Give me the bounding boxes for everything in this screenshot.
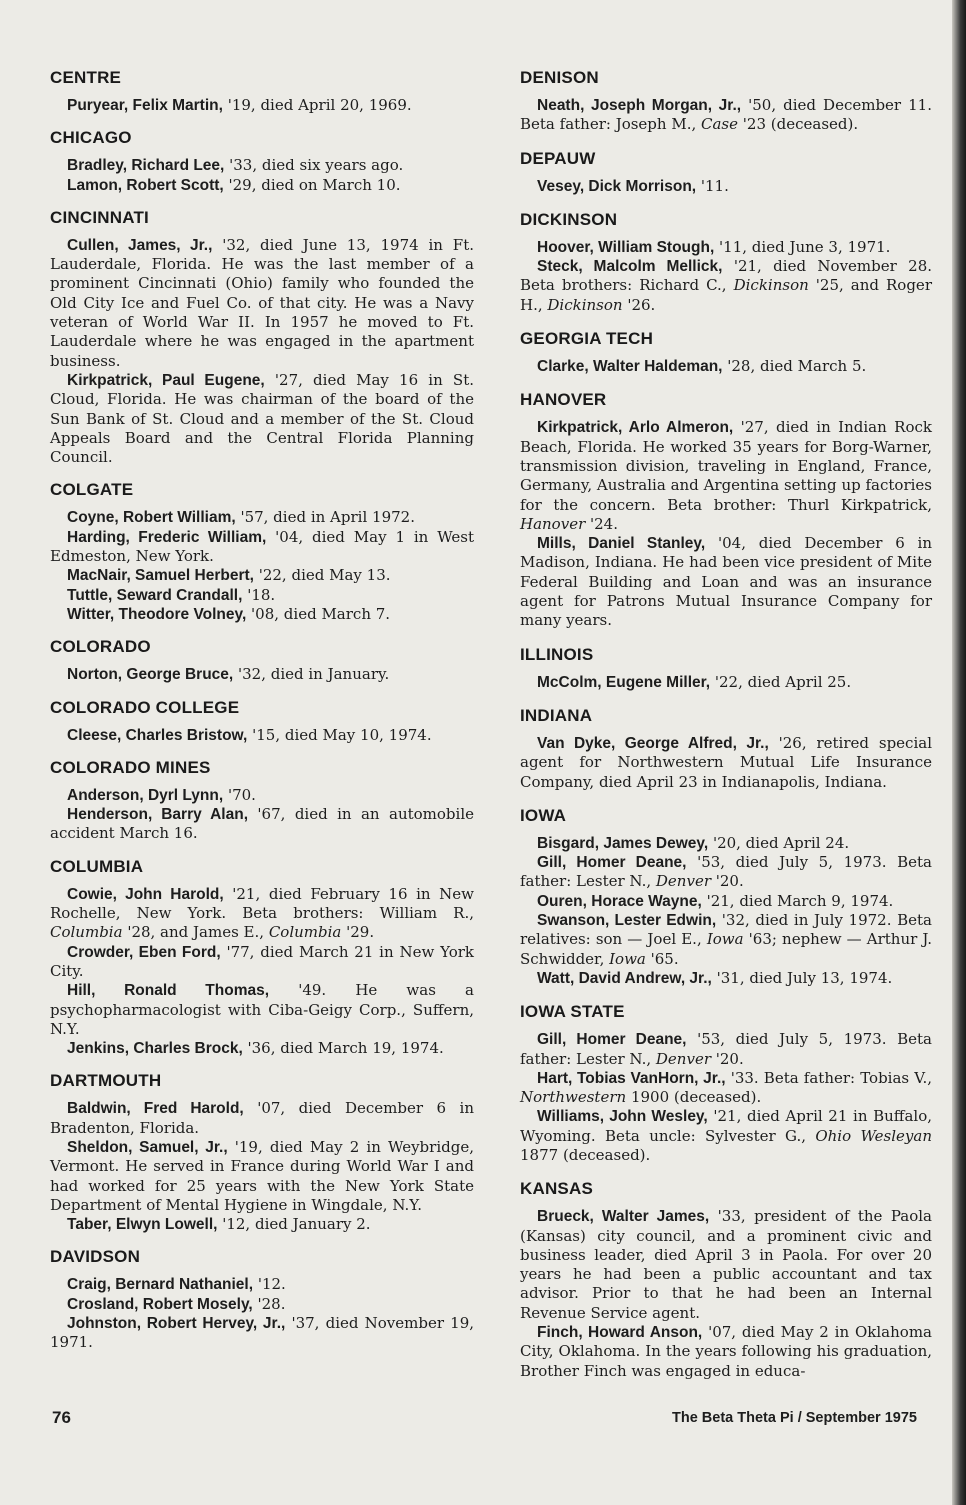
- chapter-heading: CINCINNATI: [50, 207, 149, 227]
- entry-text: '22, died May 13.: [253, 566, 391, 585]
- entry-text: '22, died April 25.: [710, 672, 852, 691]
- entry-text: '07, died May 2 in Oklahoma City, Oklahoma. In the years following his graduation, Brother Finch was engaged in educa-: [520, 1323, 932, 1380]
- member-name: Vesey, Dick Morrison,: [537, 177, 697, 195]
- entry-text: '53, died July 5, 1973. Beta father: Lester N.,: [520, 853, 932, 891]
- chapter-section: [50, 208, 474, 468]
- entry-text: '20.: [711, 1049, 744, 1068]
- entry-text: '11, died June 3, 1971.: [714, 237, 891, 256]
- chapter-reference: Iowa: [706, 930, 744, 949]
- chapter-heading: COLORADO MINES: [50, 757, 211, 777]
- chapter-section: [520, 329, 932, 376]
- member-name: Brueck, Walter James,: [537, 1208, 710, 1226]
- chapter-section: [520, 210, 932, 315]
- entry-text: '70.: [223, 785, 256, 804]
- entry-text: '21, died April 21 in Buffalo, Wyoming. Beta uncle: Sylvester G.,: [520, 1107, 932, 1145]
- member-name: McColm, Eugene Miller,: [537, 673, 711, 691]
- entry-text: '08, died March 7.: [246, 604, 391, 623]
- running-footer: The Beta Theta Pi / September 1975: [672, 1410, 917, 1426]
- obituary-entry: [50, 371, 474, 467]
- chapter-section: [50, 698, 474, 745]
- member-name: Williams, John Wesley,: [537, 1108, 708, 1126]
- member-name: Bisgard, James Dewey,: [537, 834, 709, 852]
- obituary-entry: [50, 176, 474, 195]
- obituary-entry: [520, 911, 932, 969]
- obituary-entry: [50, 665, 474, 684]
- entry-text: '23 (deceased).: [738, 115, 859, 134]
- member-name: Mills, Daniel Stanley,: [537, 535, 706, 553]
- entry-text: '33, died six years ago.: [224, 156, 404, 175]
- entry-text: '28.: [252, 1294, 286, 1313]
- member-name: Crosland, Robert Mosely,: [67, 1295, 253, 1313]
- entry-text: '21, died March 9, 1974.: [701, 891, 894, 910]
- member-name: Baldwin, Fred Harold,: [67, 1100, 244, 1118]
- entry-text: '12, died January 2.: [217, 1215, 371, 1234]
- entry-text: '37, died November 19, 1971.: [50, 1314, 475, 1352]
- member-name: Finch, Howard Anson,: [537, 1324, 703, 1342]
- member-name: Johnston, Robert Hervey, Jr.,: [67, 1315, 286, 1333]
- chapter-heading: ILLINOIS: [520, 644, 594, 664]
- chapter-reference: Columbia: [50, 923, 123, 942]
- entry-text: '65.: [645, 949, 679, 968]
- entry-text: '32, died in July 1972. Beta relatives: son — Joel E.,: [520, 911, 932, 949]
- chapter-heading: COLGATE: [50, 480, 134, 500]
- chapter-heading: IOWA STATE: [520, 1002, 625, 1022]
- member-name: Norton, George Bruce,: [67, 666, 234, 684]
- entry-text: '32, died in January.: [233, 665, 390, 684]
- chapter-heading: DENISON: [520, 68, 599, 87]
- chapter-section: [50, 68, 474, 115]
- member-name: Hart, Tobias VanHorn, Jr.,: [537, 1069, 726, 1087]
- entry-text: '21, died November 28. Beta brothers: Richard C.,: [520, 257, 933, 295]
- chapter-heading: CENTRE: [50, 68, 122, 87]
- entry-text: '29, died on March 10.: [223, 175, 401, 194]
- chapter-heading: COLORADO COLLEGE: [50, 697, 240, 717]
- entry-text: '21, died February 16 in New Rochelle, New York. Beta brothers: William R.,: [50, 884, 474, 923]
- chapter-reference: Columbia: [268, 923, 342, 942]
- binding-edge: [952, 0, 966, 1505]
- chapter-section: [520, 149, 932, 196]
- obituary-entry: [50, 586, 474, 605]
- obituary-entry: [50, 156, 474, 175]
- entry-text: '77, died March 21 in New York City.: [50, 942, 474, 980]
- chapter-section: [50, 758, 474, 844]
- obituary-entry: [520, 257, 932, 315]
- member-name: Cowie, John Harold,: [67, 885, 224, 903]
- entry-text: '04, died December 6 in Madison, Indiana. He had been vice president of Mite Federal Building and Loan and was an insurance agent for Patrons Mutual Insurance Company for many years.: [520, 534, 932, 630]
- chapter-reference: Denver: [655, 872, 711, 891]
- entry-text: '26.: [622, 295, 656, 314]
- obituary-entry: [50, 1314, 474, 1353]
- entry-text: '18.: [242, 585, 276, 604]
- chapter-reference: Northwestern: [520, 1088, 627, 1107]
- obituary-entry: [50, 805, 474, 844]
- obituary-entry: [50, 1138, 474, 1215]
- obituary-entry: [50, 96, 474, 115]
- entry-text: '25, and Roger H.,: [520, 276, 932, 314]
- member-name: Crowder, Eben Ford,: [67, 943, 221, 961]
- member-name: Neath, Joseph Morgan, Jr.,: [537, 97, 742, 114]
- member-name: Gill, Homer Deane,: [537, 854, 687, 872]
- entry-text: '11.: [696, 176, 729, 195]
- obituary-entry: [50, 885, 474, 943]
- member-name: Tuttle, Seward Crandall,: [67, 586, 243, 604]
- obituary-entry: [520, 1030, 932, 1069]
- entry-text: '33, president of the Paola (Kansas) city council, and a prominent civic and business leader, died April 3 in Paola. For over 20 years he had been a public accountant and tax advisor. Prior to that he had been an Internal Revenue Service agent.: [520, 1207, 932, 1322]
- chapter-section: [520, 806, 932, 988]
- member-name: Clarke, Walter Haldeman,: [537, 358, 723, 376]
- chapter-heading: DARTMOUTH: [50, 1071, 162, 1091]
- obituary-entry: [520, 1323, 932, 1381]
- chapter-section: [520, 1179, 932, 1381]
- entry-text: '50, died December 11. Beta father: Joseph M.,: [520, 96, 932, 134]
- member-name: Kirkpatrick, Arlo Almeron,: [537, 419, 734, 437]
- member-name: MacNair, Samuel Herbert,: [67, 567, 254, 585]
- member-name: Hoover, William Stough,: [537, 238, 715, 256]
- member-name: Cleese, Charles Bristow,: [67, 726, 248, 744]
- chapter-heading: DICKINSON: [520, 209, 618, 229]
- chapter-reference: Dickinson: [733, 276, 809, 295]
- member-name: Bradley, Richard Lee,: [67, 157, 225, 175]
- obituary-entry: [50, 605, 474, 624]
- entry-text: '31, died July 13, 1974.: [711, 968, 893, 987]
- chapter-section: [50, 1071, 474, 1234]
- obituary-entry: [520, 834, 932, 853]
- member-name: Witter, Theodore Volney,: [67, 605, 247, 623]
- member-name: Henderson, Barry Alan,: [67, 806, 248, 824]
- chapter-section: [50, 480, 474, 624]
- obituary-entry: [50, 943, 474, 982]
- chapter-heading: HANOVER: [520, 390, 607, 410]
- chapter-section: [520, 1002, 932, 1165]
- chapter-heading: KANSAS: [520, 1179, 593, 1199]
- chapter-reference: Denver: [655, 1049, 711, 1068]
- entry-text: '57, died in April 1972.: [235, 508, 415, 527]
- entry-text: '53, died July 5, 1973. Beta father: Lester N.,: [520, 1030, 932, 1068]
- entry-text: '33. Beta father: Tobias V.,: [725, 1068, 932, 1087]
- member-name: Swanson, Lester Edwin,: [537, 912, 717, 930]
- chapter-reference: Dickinson: [547, 295, 623, 314]
- entry-text: '27, died May 16 in St. Cloud, Florida. He was chairman of the board of the Sun Bank of St. Cloud and a member of the St. Cloud Appeals Board and the Central Florida Planning Council.: [50, 370, 474, 467]
- obituary-entry: [520, 357, 932, 376]
- entry-text: 1900 (deceased).: [626, 1088, 762, 1107]
- entry-text: '19, died April 20, 1969.: [222, 96, 412, 114]
- obituary-entry: [50, 1099, 474, 1138]
- obituary-entry: [520, 892, 932, 911]
- chapter-heading: DAVIDSON: [50, 1247, 141, 1267]
- page-number: 76: [52, 1408, 71, 1427]
- entry-text: '15, died May 10, 1974.: [247, 725, 432, 744]
- chapter-reference: Case: [701, 115, 739, 134]
- obituary-entry: [50, 1215, 474, 1234]
- entry-text: '04, died May 1 in West Edmeston, New York.: [50, 527, 474, 566]
- obituary-entry: [520, 177, 932, 196]
- entry-text: '28, and James E.,: [122, 923, 269, 942]
- entry-text: '19, died May 2 in Weybridge, Vermont. He served in France during World War I and had worked for 25 years with the New York State Department of Mental Hygiene in Wingdale, N.Y.: [50, 1137, 474, 1214]
- obituary-entry: [520, 969, 932, 988]
- member-name: Cullen, James, Jr.,: [67, 236, 213, 254]
- obituary-entry: [50, 786, 474, 805]
- entry-text: '49. He was a psychopharmacologist with Ciba-Geigy Corp., Suffern, N.Y.: [50, 981, 474, 1038]
- left-column: [50, 68, 474, 1366]
- entry-text: '28, died March 5.: [722, 357, 867, 376]
- chapter-section: [520, 390, 932, 630]
- obituary-entry: [50, 236, 474, 371]
- entry-text: '63; nephew — Arthur J. Schwidder,: [520, 930, 933, 968]
- chapter-reference: Iowa: [609, 949, 646, 968]
- member-name: Jenkins, Charles Brock,: [67, 1040, 243, 1058]
- entry-text: '07, died December 6 in Bradenton, Florida.: [50, 1099, 474, 1137]
- member-name: Sheldon, Samuel, Jr.,: [67, 1138, 228, 1156]
- chapter-section: [50, 1247, 474, 1352]
- chapter-reference: Ohio Wesleyan: [815, 1126, 932, 1145]
- entry-text: 1877 (deceased).: [520, 1145, 651, 1164]
- obituary-entry: [50, 566, 474, 585]
- obituary-entry: [520, 1069, 932, 1108]
- member-name: Harding, Frederic William,: [67, 528, 267, 546]
- member-name: Taber, Elwyn Lowell,: [67, 1216, 218, 1234]
- entry-text: '29.: [341, 923, 375, 942]
- obituary-entry: [520, 673, 932, 692]
- member-name: Watt, David Andrew, Jr.,: [537, 969, 712, 987]
- member-name: Craig, Bernard Nathaniel,: [67, 1276, 254, 1294]
- obituary-entry: [520, 96, 932, 135]
- chapter-section: [520, 68, 932, 135]
- chapter-heading: COLUMBIA: [50, 856, 144, 876]
- entry-text: '24.: [585, 514, 618, 533]
- member-name: Van Dyke, George Alfred, Jr.,: [537, 734, 769, 752]
- obituary-entry: [50, 1275, 474, 1294]
- obituary-entry: [50, 981, 474, 1039]
- chapter-heading: CHICAGO: [50, 128, 132, 148]
- chapter-reference: Hanover: [520, 514, 586, 533]
- right-column: [520, 68, 932, 1395]
- member-name: Puryear, Felix Martin,: [67, 97, 223, 114]
- entry-text: '27, died in Indian Rock Beach, Florida. He worked 35 years for Borg-Warner, transmission division, traveling in England, France, Germany, Australia and Argentina setting up factories for the concern. Beta brother: Thurl Kirkpatrick,: [520, 418, 932, 514]
- obituary-entry: [520, 853, 932, 892]
- obituary-entry: [520, 238, 932, 257]
- chapter-heading: COLORADO: [50, 637, 151, 657]
- member-name: Hill, Ronald Thomas,: [67, 982, 270, 1000]
- entry-text: '67, died in an automobile accident March 16.: [50, 805, 474, 843]
- chapter-section: [50, 637, 474, 684]
- obituary-entry: [50, 528, 474, 567]
- member-name: Ouren, Horace Wayne,: [537, 892, 702, 910]
- member-name: Anderson, Dyrl Lynn,: [67, 786, 224, 804]
- chapter-section: [50, 857, 474, 1059]
- obituary-entry: [520, 534, 932, 630]
- obituary-entry: [50, 1039, 474, 1058]
- entry-text: '32, died June 13, 1974 in Ft. Lauderdale, Florida. He was the last member of a prominent Cincinnati (Ohio) family who founded the Old City Ice and Fuel Co. of that city. He was a Navy veteran of World War II. In 1957 he moved to Ft. Lauderdale where he was engaged in the apartment business.: [50, 235, 475, 370]
- chapter-section: [520, 645, 932, 692]
- chapter-heading: INDIANA: [520, 705, 593, 725]
- entry-text: '36, died March 19, 1974.: [242, 1039, 444, 1058]
- obituary-entry: [50, 1295, 474, 1314]
- obituary-entry: [520, 418, 932, 534]
- chapter-heading: DEPAUW: [520, 148, 596, 168]
- obituary-entry: [50, 508, 474, 527]
- obituary-entry: [520, 1207, 932, 1323]
- entry-text: '26, retired special agent for Northwestern Mutual Life Insurance Company, died April 23 in Indianapolis, Indiana.: [520, 733, 932, 791]
- chapter-heading: GEORGIA TECH: [520, 329, 654, 349]
- entry-text: '20.: [711, 872, 744, 891]
- obituary-entry: [520, 734, 932, 792]
- member-name: Coyne, Robert William,: [67, 509, 236, 527]
- chapter-section: [50, 128, 474, 195]
- member-name: Kirkpatrick, Paul Eugene,: [67, 371, 265, 389]
- chapter-section: [520, 706, 932, 792]
- obituary-entry: [50, 726, 474, 745]
- obituary-entry: [520, 1107, 932, 1165]
- entry-text: '12.: [253, 1275, 286, 1294]
- member-name: Lamon, Robert Scott,: [67, 176, 224, 194]
- chapter-heading: IOWA: [520, 805, 567, 825]
- member-name: Steck, Malcolm Mellick,: [537, 258, 723, 276]
- entry-text: '20, died April 24.: [708, 833, 850, 852]
- member-name: Gill, Homer Deane,: [537, 1031, 687, 1049]
